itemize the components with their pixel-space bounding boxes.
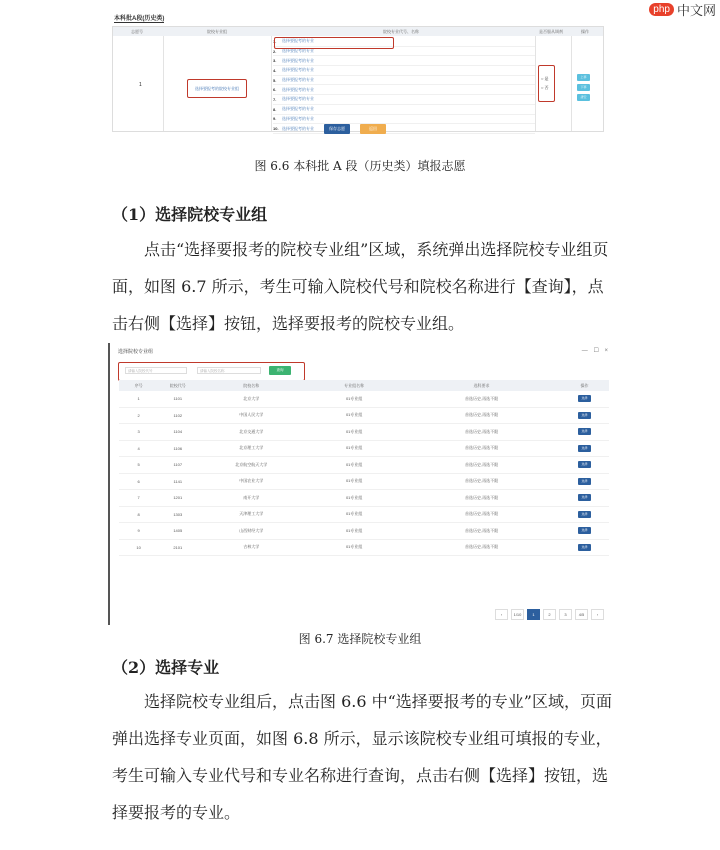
table-row bbox=[119, 490, 609, 507]
cell: 01专业组 bbox=[305, 424, 403, 441]
cell: 首选历史,再选不限 bbox=[403, 523, 560, 540]
cell: 01专业组 bbox=[305, 440, 403, 457]
select-school-group[interactable] bbox=[187, 79, 247, 98]
select-button[interactable]: 选择 bbox=[578, 461, 591, 468]
search-area bbox=[118, 362, 305, 381]
table-row bbox=[119, 457, 609, 474]
major-select-link[interactable]: 选择要报考的专业 bbox=[282, 96, 314, 102]
adjust-no-label: 否 bbox=[544, 85, 549, 90]
major-row[interactable] bbox=[273, 105, 535, 115]
cell: 首选历史,再选不限 bbox=[403, 391, 560, 407]
figure-6-6 bbox=[112, 12, 612, 140]
cell: 01专业组 bbox=[305, 539, 403, 556]
cell: 首选历史,再选不限 bbox=[403, 407, 560, 424]
volunteer-table bbox=[112, 26, 604, 132]
major-select-link[interactable]: 选择要报考的专业 bbox=[282, 77, 314, 83]
adjust-yes-label: 是 bbox=[544, 76, 549, 81]
paragraph: 选择院校专业组后，点击图 6.6 中“选择要报考的专业”区域，页面弹出选择专业页面，如图 6.8 所示，显示该院校专业组可填报的专业，考生可输入专业代号和专业名称进行查询，点击右侧【选择】按钮，选择要报考的专业。 bbox=[112, 692, 612, 822]
cell: 2101 bbox=[158, 539, 197, 556]
cell: 1303 bbox=[158, 506, 197, 523]
watermark-text: 中文网 bbox=[676, 3, 716, 19]
paragraph: 点击“选择要报考的院校专业组”区域，系统弹出选择院校专业组页面，如图 6.7 所示，考生可输入院校代号和院校名称进行【查询】，点击右侧【选择】按钮，选择要报考的院校专业组。 bbox=[112, 240, 609, 333]
cell: 首选历史,再选不限 bbox=[403, 424, 560, 441]
major-select-link[interactable]: 选择要报考的专业 bbox=[282, 106, 314, 112]
adjust-no-radio[interactable]: ○ 否 bbox=[541, 85, 549, 90]
cell: 1104 bbox=[158, 424, 197, 441]
volunteer-number: 1 bbox=[139, 82, 142, 88]
cell: 01专业组 bbox=[305, 457, 403, 474]
cell: 首选历史,再选不限 bbox=[403, 473, 560, 490]
watermark bbox=[649, 0, 716, 18]
table-row bbox=[119, 523, 609, 540]
major-num: 4. bbox=[273, 67, 277, 73]
cell: 1405 bbox=[158, 523, 197, 540]
query-button[interactable]: 查询 bbox=[269, 366, 291, 375]
table-row bbox=[119, 506, 609, 523]
cell: 首选历史,再选不限 bbox=[403, 506, 560, 523]
school-group-table bbox=[119, 380, 609, 556]
major-row[interactable] bbox=[273, 124, 535, 134]
adjust-yes-radio[interactable]: ○ 是 bbox=[541, 76, 549, 81]
header-cell: 院校代号 bbox=[158, 380, 197, 391]
fig1-title: 本科批A段(历史类) bbox=[114, 13, 164, 23]
cell: 01专业组 bbox=[305, 506, 403, 523]
cell: 1101 bbox=[158, 391, 197, 407]
php-logo: php bbox=[649, 3, 674, 16]
cell: 3 bbox=[119, 424, 158, 441]
major-row[interactable] bbox=[273, 56, 535, 66]
table-row bbox=[119, 440, 609, 457]
header-cell: 操作 bbox=[581, 29, 589, 34]
cell: 首选历史,再选不限 bbox=[403, 490, 560, 507]
cell: 吉林大学 bbox=[197, 539, 305, 556]
select-button[interactable]: 选择 bbox=[578, 428, 591, 435]
clear-button[interactable]: 清空 bbox=[577, 94, 590, 101]
cell: 北京交通大学 bbox=[197, 424, 305, 441]
cell: 10 bbox=[119, 539, 158, 556]
figure-6-7 bbox=[108, 343, 618, 625]
cell: 首选历史,再选不限 bbox=[403, 440, 560, 457]
major-row[interactable] bbox=[273, 76, 535, 86]
cell bbox=[560, 490, 609, 507]
major-num: 1. bbox=[273, 38, 277, 44]
cell: 北京理工大学 bbox=[197, 440, 305, 457]
column-divider bbox=[163, 36, 164, 131]
major-select-link[interactable]: 选择要报考的专业 bbox=[282, 67, 314, 73]
cell: 1 bbox=[119, 391, 158, 407]
cell: 01专业组 bbox=[305, 490, 403, 507]
school-name-input[interactable]: 请输入院校名称 bbox=[197, 367, 261, 374]
next-page-icon[interactable]: › bbox=[591, 609, 604, 620]
cell bbox=[560, 506, 609, 523]
select-school-group-label: 选择要报考的院校专业组 bbox=[195, 85, 239, 91]
select-button[interactable]: 选择 bbox=[578, 511, 591, 518]
cell: 北京航空航天大学 bbox=[197, 457, 305, 474]
cell: 1106 bbox=[158, 440, 197, 457]
cell bbox=[560, 391, 609, 407]
cell: 1141 bbox=[158, 473, 197, 490]
major-num: 3. bbox=[273, 58, 277, 64]
header-cell: 院校专业组 bbox=[207, 29, 227, 34]
cell: 6 bbox=[119, 473, 158, 490]
cell: 8 bbox=[119, 506, 158, 523]
table-header-row bbox=[119, 380, 609, 391]
figure-caption: 图 6.7 选择院校专业组 bbox=[298, 632, 422, 646]
cell: 山西财经大学 bbox=[197, 523, 305, 540]
volunteer-table-header bbox=[113, 27, 603, 36]
figure-caption: 图 6.6 本科批 A 段（历史类）填报志愿 bbox=[254, 159, 466, 173]
select-button[interactable]: 选择 bbox=[578, 494, 591, 501]
save-volunteer-button[interactable]: 保存志愿 bbox=[324, 124, 350, 134]
cell: 北京大学 bbox=[197, 391, 305, 407]
cell bbox=[560, 424, 609, 441]
school-code-input[interactable]: 请输入院校代号 bbox=[125, 367, 187, 374]
page-button[interactable]: 4/5 bbox=[575, 609, 588, 620]
header-cell: 序号 bbox=[119, 380, 158, 391]
header-cell: 选科要求 bbox=[403, 380, 560, 391]
header-cell: 操作 bbox=[560, 380, 609, 391]
major-num: 8. bbox=[273, 106, 277, 112]
cell: 4 bbox=[119, 440, 158, 457]
major-num: 6. bbox=[273, 87, 277, 93]
cell: 01专业组 bbox=[305, 407, 403, 424]
pagination bbox=[495, 609, 604, 620]
cell: 南开大学 bbox=[197, 490, 305, 507]
cell: 01专业组 bbox=[305, 391, 403, 407]
major-row[interactable] bbox=[273, 66, 535, 76]
page-button[interactable]: 1 bbox=[527, 609, 540, 620]
cell: 9 bbox=[119, 523, 158, 540]
major-row[interactable] bbox=[273, 85, 535, 95]
cell bbox=[560, 407, 609, 424]
window-controls-icon[interactable]: — ☐ × bbox=[581, 348, 610, 354]
select-button[interactable]: 选择 bbox=[578, 445, 591, 452]
move-up-button[interactable]: 上移 bbox=[577, 74, 590, 81]
header-cell: 专业组名称 bbox=[305, 380, 403, 391]
back-button[interactable]: 返回 bbox=[360, 124, 386, 134]
move-down-button[interactable]: 下移 bbox=[577, 84, 590, 91]
select-button[interactable]: 选择 bbox=[578, 478, 591, 485]
page-info: 1/10 bbox=[511, 609, 524, 620]
adjust-options bbox=[538, 65, 555, 102]
cell: 天津理工大学 bbox=[197, 506, 305, 523]
cell: 1107 bbox=[158, 457, 197, 474]
column-divider bbox=[571, 36, 572, 131]
cell: 首选历史,再选不限 bbox=[403, 457, 560, 474]
table-row bbox=[119, 539, 609, 556]
cell: 01专业组 bbox=[305, 523, 403, 540]
select-button[interactable]: 选择 bbox=[578, 395, 591, 402]
page-button[interactable]: 3 bbox=[559, 609, 572, 620]
cell: 首选历史,再选不限 bbox=[403, 539, 560, 556]
cell: 01专业组 bbox=[305, 473, 403, 490]
select-button[interactable]: 选择 bbox=[578, 544, 591, 551]
major-highlight-box bbox=[274, 37, 394, 49]
major-num: 7. bbox=[273, 96, 277, 102]
major-select-link[interactable]: 选择要报考的专业 bbox=[282, 38, 314, 44]
major-row[interactable] bbox=[273, 115, 535, 125]
major-num: 10. bbox=[273, 126, 279, 132]
cell: 1201 bbox=[158, 490, 197, 507]
cell bbox=[560, 440, 609, 457]
major-list bbox=[273, 37, 535, 134]
header-cell: 是否服从调剂 bbox=[539, 29, 563, 34]
table-row bbox=[119, 424, 609, 441]
dialog-title: 选择院校专业组 bbox=[118, 349, 154, 355]
select-button[interactable]: 选择 bbox=[578, 527, 591, 534]
major-num: 5. bbox=[273, 77, 277, 83]
cell: 中国人民大学 bbox=[197, 407, 305, 424]
major-select-link[interactable]: 选择要报考的专业 bbox=[282, 57, 314, 63]
cell bbox=[560, 473, 609, 490]
major-select-link[interactable]: 选择要报考的专业 bbox=[282, 86, 314, 92]
section-heading: （2）选择专业 bbox=[112, 658, 220, 677]
major-select-link[interactable]: 选择要报考的专业 bbox=[282, 125, 314, 131]
table-row bbox=[119, 473, 609, 490]
cell: 1102 bbox=[158, 407, 197, 424]
operation-buttons bbox=[577, 74, 590, 101]
major-num: 2. bbox=[273, 48, 277, 54]
major-select-link[interactable]: 选择要报考的专业 bbox=[282, 115, 314, 121]
page-button[interactable]: 2 bbox=[543, 609, 556, 620]
header-cell: 院校专业代号、名称 bbox=[383, 29, 419, 34]
select-button[interactable]: 选择 bbox=[578, 412, 591, 419]
table-row bbox=[119, 391, 609, 407]
major-row[interactable] bbox=[273, 95, 535, 105]
cell bbox=[560, 539, 609, 556]
table-row bbox=[119, 407, 609, 424]
header-cell: 院校名称 bbox=[197, 380, 305, 391]
header-cell: 志愿号 bbox=[131, 29, 143, 34]
prev-page-icon[interactable]: ‹ bbox=[495, 609, 508, 620]
cell: 2 bbox=[119, 407, 158, 424]
major-select-link[interactable]: 选择要报考的专业 bbox=[282, 48, 314, 54]
cell: 7 bbox=[119, 490, 158, 507]
column-divider bbox=[271, 36, 272, 131]
cell: 中国农业大学 bbox=[197, 473, 305, 490]
cell: 5 bbox=[119, 457, 158, 474]
cell bbox=[560, 457, 609, 474]
cell bbox=[560, 523, 609, 540]
section-heading: （1）选择院校专业组 bbox=[112, 205, 268, 224]
major-num: 9. bbox=[273, 116, 277, 122]
column-divider bbox=[535, 36, 536, 131]
